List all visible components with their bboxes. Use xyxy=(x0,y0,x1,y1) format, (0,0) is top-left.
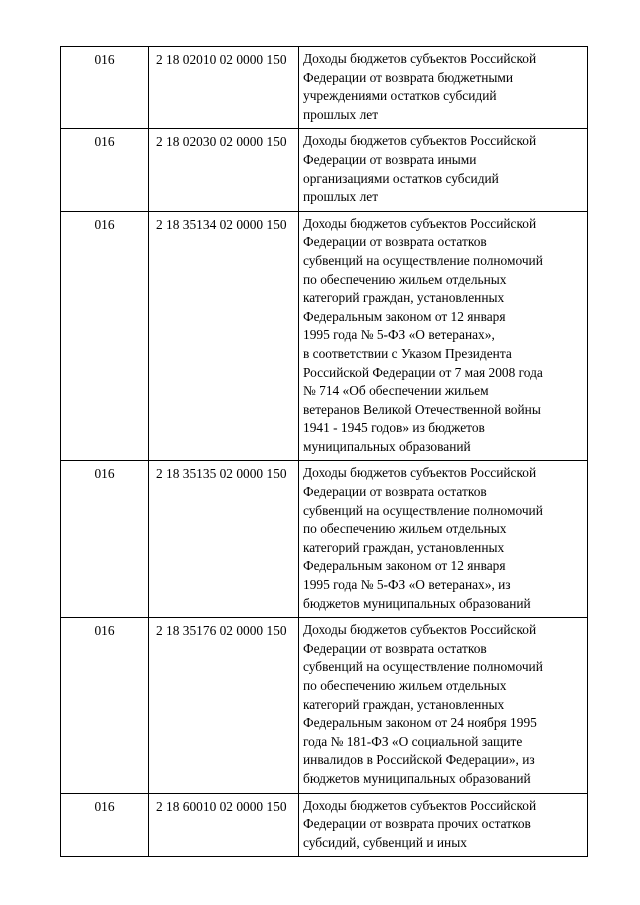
description-line: по обеспечению жильем отдельных xyxy=(303,678,507,693)
description-line: по обеспечению жильем отдельных xyxy=(303,271,507,287)
description-line: 1995 года № 5-ФЗ «О ветеранах», из xyxy=(303,577,511,593)
description-line: субвенций на осуществление полномочий xyxy=(303,252,543,268)
description-line: № 714 «Об обеспечении жильем xyxy=(303,383,489,399)
revenue-description-cell xyxy=(299,793,588,857)
description-line: учреждениями остатков субсидий xyxy=(303,88,497,104)
revenue-description-cell xyxy=(299,211,588,461)
admin-code-cell: 016 xyxy=(61,129,149,211)
description-line: бюджетов муниципальных образований xyxy=(303,770,531,786)
table-row xyxy=(61,461,588,618)
admin-code-cell: 016 xyxy=(61,211,149,461)
description-line: инвалидов в Российской Федерации», из xyxy=(303,752,535,768)
revenue-description-cell xyxy=(299,618,588,793)
description-line: Доходы бюджетов субъектов Российской xyxy=(303,622,537,638)
description-line: Федерации от возврата остатков xyxy=(303,484,487,500)
budget-classification-code-cell: 2 18 02030 02 0000 150 xyxy=(149,129,299,211)
description-line: Федеральным законом от 12 января xyxy=(303,558,506,574)
budget-classification-code-cell: 2 18 35134 02 0000 150 xyxy=(149,211,299,461)
description-line: 1995 года № 5-ФЗ «О ветеранах», xyxy=(303,327,495,343)
description-line: Доходы бюджетов субъектов Российской xyxy=(303,797,537,813)
description-line: Российской Федерации от 7 мая 2008 года xyxy=(303,364,543,380)
table-row xyxy=(61,618,588,793)
description-line: в соответствии с Указом Президента xyxy=(303,345,512,361)
admin-code-cell: 016 xyxy=(61,618,149,793)
description-line: прошлых лет xyxy=(303,189,379,205)
description-line: года № 181-ФЗ «О социальной защите xyxy=(303,733,523,749)
description-line: субвенций на осуществление полномочий xyxy=(303,502,543,518)
admin-code-cell: 016 xyxy=(61,461,149,618)
table-body xyxy=(61,47,588,857)
description-line: ветеранов Великой Отечественной войны xyxy=(303,401,541,417)
revenue-description-cell xyxy=(299,129,588,211)
admin-code-cell: 016 xyxy=(61,47,149,129)
description-line: Доходы бюджетов субъектов Российской xyxy=(303,133,537,149)
description-line: Федерации от возврата бюджетными xyxy=(303,69,514,85)
description-line: 1941 - 1945 годов» из бюджетов xyxy=(303,420,485,436)
revenue-codes-table xyxy=(60,46,588,857)
description-line: муниципальных образований xyxy=(303,438,471,454)
description-line: прошлых лет xyxy=(303,106,379,122)
revenue-description-cell xyxy=(299,47,588,129)
description-line: субвенций на осуществление полномочий xyxy=(303,659,543,675)
table-row xyxy=(61,793,588,857)
description-line: Федеральным законом от 12 января xyxy=(303,308,506,324)
description-line: Федерации от возврата остатков xyxy=(303,234,487,250)
budget-classification-code-cell: 2 18 35135 02 0000 150 xyxy=(149,461,299,618)
description-line: бюджетов муниципальных образований xyxy=(303,595,531,611)
description-line: Доходы бюджетов субъектов Российской xyxy=(303,465,537,481)
description-line: категорий граждан, установленных xyxy=(303,539,505,555)
description-line: категорий граждан, установленных xyxy=(303,290,505,306)
budget-classification-code-cell: 2 18 35176 02 0000 150 xyxy=(149,618,299,793)
description-line: Федерации от возврата остатков xyxy=(303,640,487,656)
description-line: Федерации от возврата прочих остатков xyxy=(303,816,531,832)
description-line: Доходы бюджетов субъектов Российской xyxy=(303,51,537,66)
table-row xyxy=(61,47,588,129)
description-line: по обеспечению жильем отдельных xyxy=(303,521,507,537)
description-line: категорий граждан, установленных xyxy=(303,696,505,712)
description-line: Федеральным законом от 24 ноября 1995 xyxy=(303,715,537,731)
description-line: субсидий, субвенций и иных xyxy=(303,834,467,850)
table-row xyxy=(61,211,588,461)
table-row xyxy=(61,129,588,211)
admin-code-cell: 016 xyxy=(61,793,149,857)
description-line: организациями остатков субсидий xyxy=(303,170,499,186)
description-line: Доходы бюджетов субъектов Российской xyxy=(303,215,537,231)
budget-classification-code-cell: 2 18 02010 02 0000 150 xyxy=(149,47,299,129)
budget-classification-code-cell: 2 18 60010 02 0000 150 xyxy=(149,793,299,857)
revenue-description-cell xyxy=(299,461,588,618)
description-line: Федерации от возврата иными xyxy=(303,151,477,167)
